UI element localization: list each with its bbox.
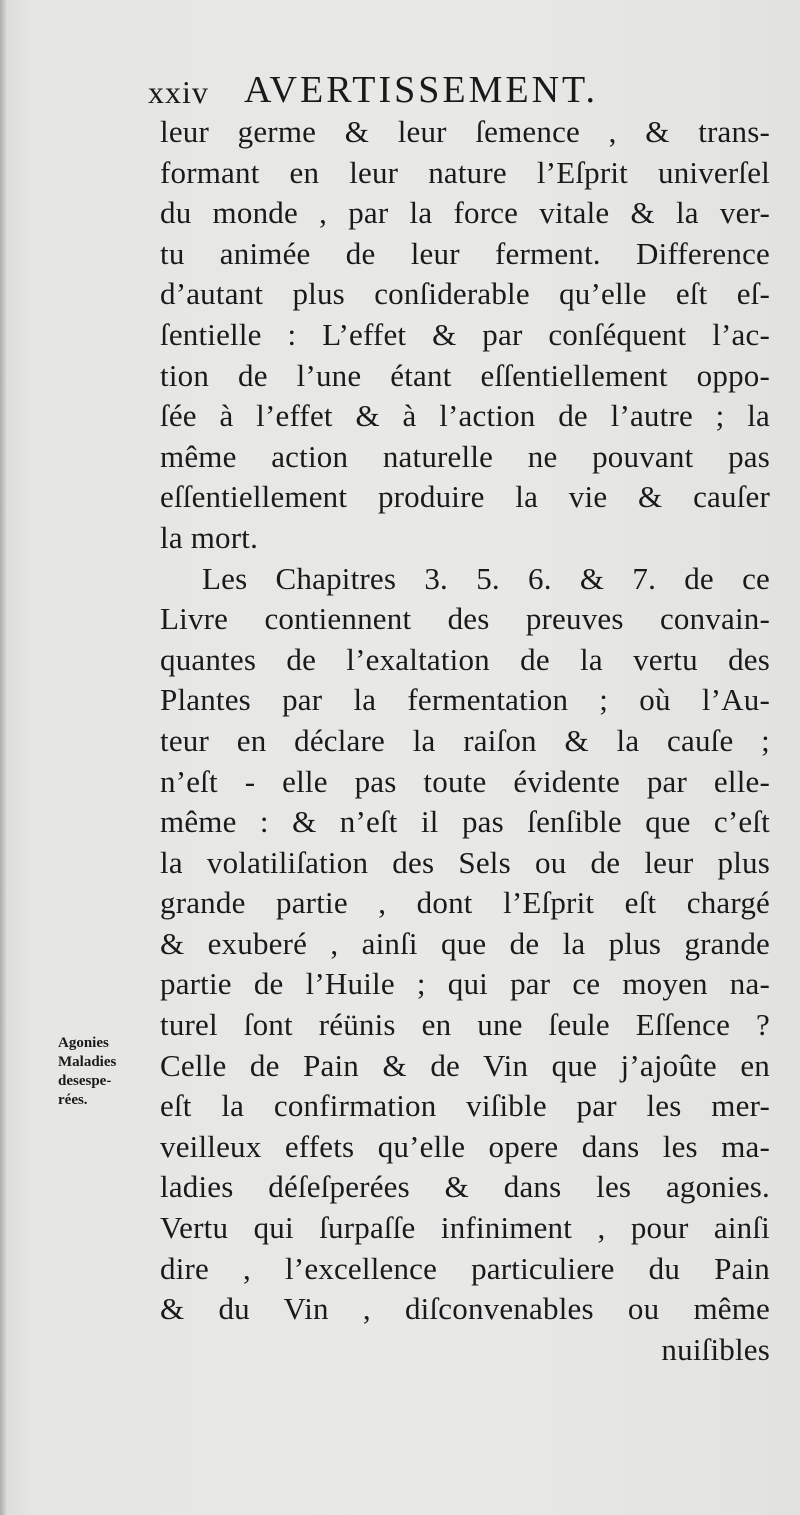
text-line: ſentielle : L’effet & par conſéquent l’ac- <box>160 316 770 352</box>
text-line: teur en déclare la raiſon & la cauſe ; <box>160 722 770 758</box>
catchword: nuiſibles <box>661 1331 770 1367</box>
text-line: même action naturelle ne pouvant pas <box>160 438 770 474</box>
text-line: eſſentiellement produire la vie & cauſer <box>160 479 770 515</box>
page-header <box>148 68 748 118</box>
text-line: veilleux effets qu’elle opere dans les ma- <box>160 1128 770 1164</box>
text-line: la mort. <box>160 519 259 555</box>
page-number: xxiv <box>148 74 209 110</box>
text-line: d’autant plus conſiderable qu’elle eſt eſ- <box>160 276 770 312</box>
text-line: ladies déſeſperées & dans les agonies. <box>160 1169 770 1205</box>
margin-note <box>58 1034 158 1110</box>
text-line: du monde , par la force vitale & la ver- <box>160 195 770 231</box>
text-line: tu animée de leur ferment. Difference <box>160 235 770 271</box>
margin-note-line: Maladies <box>58 1054 117 1070</box>
text-line: turel ſont réünis en une ſeule Eſſence ? <box>160 1007 770 1043</box>
text-line: partie de l’Huile ; qui par ce moyen na- <box>160 966 770 1002</box>
margin-note-line: rées. <box>58 1092 88 1108</box>
text-line: n’eſt - elle pas toute évidente par elle- <box>160 763 770 799</box>
text-line: Vertu qui ſurpaſſe infiniment , pour ainſi <box>160 1210 770 1246</box>
text-line: leur germe & leur ſemence , & trans- <box>160 114 770 149</box>
margin-note-line: Agonies <box>58 1035 109 1051</box>
text-line: même : & n’eſt il pas ſenſible que c’eſt <box>160 804 770 840</box>
text-line: Celle de Pain & de Vin que j’ajoûte en <box>160 1047 770 1083</box>
text-line: ſée à l’effet & à l’action de l’autre ; la <box>160 398 770 434</box>
text-line: & du Vin , diſconvenables ou même <box>160 1291 770 1327</box>
text-line: & exuberé , ainſi que de la plus grande <box>160 925 770 961</box>
text-line: tion de l’une étant eſſentiellement oppo- <box>160 357 770 393</box>
body-text <box>160 112 770 1370</box>
text-line: quantes de l’exaltation de la vertu des <box>160 641 770 677</box>
text-line: eſt la confirmation viſible par les mer- <box>160 1088 770 1124</box>
text-line: formant en leur nature l’Eſprit univerſel <box>160 154 770 190</box>
running-head: AVERTISSEMENT. <box>244 69 598 111</box>
text-line: Les Chapitres 3. 5. 6. & 7. de ce <box>202 560 770 596</box>
text-line: Plantes par la fermentation ; où l’Au- <box>160 682 770 718</box>
margin-note-line: desespe- <box>58 1073 112 1089</box>
text-line: dire , l’excellence particuliere du Pain <box>160 1250 770 1286</box>
text-line: Livre contiennent des preuves convain- <box>160 601 770 637</box>
text-line: grande partie , dont l’Eſprit eſt chargé <box>160 885 770 921</box>
text-line: la volatiliſation des Sels ou de leur plus <box>160 844 770 880</box>
page-gutter-edge <box>0 0 6 1515</box>
